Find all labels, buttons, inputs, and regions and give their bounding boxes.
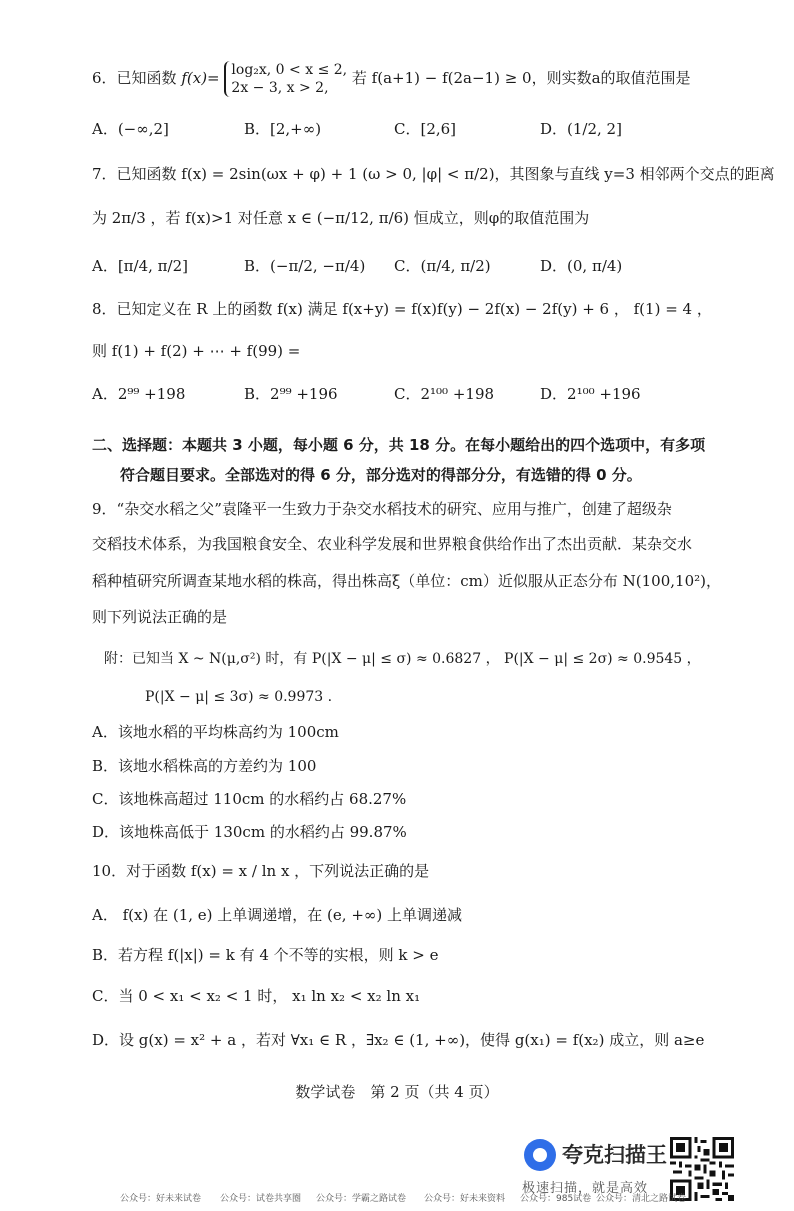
q6-stem-a: 6．已知函数 (92, 69, 177, 87)
q8-option-d: D．2¹⁰⁰ +196 (540, 385, 641, 403)
q9-option-c: C．该地株高超过 110cm 的水稻约占 68.27% (92, 790, 407, 808)
q9-line1: 9．“杂交水稻之父”袁隆平一生致力于杂交水稻技术的研究、应用与推广，创建了超级杂 (92, 500, 672, 518)
q10-option-d: D．设 g(x) = x² + a ，若对 ∀x₁ ∈ R ，∃x₂ ∈ (1, +∞)，使得 g(x₁) = f(x₂) 成立，则 a≥e (92, 1031, 705, 1049)
scanner-name: 夸克扫描王 (562, 1143, 667, 1167)
q9-line4: 则下列说法正确的是 (92, 608, 228, 626)
q7-option-c: C．(π/4, π/2) (394, 257, 491, 275)
q9-note1: 附：已知当 X ~ N(μ,σ²) 时，有 P(|X − μ| ≤ σ) ≈ 0.6827 ， P(|X − μ| ≤ 2σ) ≈ 0.9545 ， (104, 651, 701, 667)
q10-option-a: A． f(x) 在 (1, e) 上单调递增，在 (e, +∞) 上单调递减 (92, 906, 462, 924)
q6-stem (92, 61, 691, 97)
q9-option-d: D．该地株高低于 130cm 的水稻约占 99.87% (92, 823, 407, 841)
q6-stem-b: 若 f(a+1) − f(2a−1) ≥ 0，则实数a的取值范围是 (351, 69, 691, 87)
q7-option-d: D．(0, π/4) (540, 257, 623, 275)
scanner-logo-icon (524, 1139, 556, 1171)
q6-case2: 2x − 3, x > 2, (231, 80, 329, 96)
q6-option-d: D．(1/2, 2] (540, 120, 622, 138)
q9-option-a: A．该地水稻的平均株高约为 100cm (92, 723, 339, 741)
q8-line2: 则 f(1) + f(2) + ⋯ + f(99) = (92, 342, 301, 360)
q10-option-c: C．当 0 < x₁ < x₂ < 1 时， x₁ ln x₂ < x₂ ln x₁ (92, 987, 421, 1005)
q9-line2: 交稻技术体系，为我国粮食安全、农业科学发展和世界粮食供给作出了杰出贡献．某杂交水 (92, 535, 693, 553)
section2-line1: 二、选择题：本题共 3 小题，每小题 6 分，共 18 分。在每小题给出的四个选项中，有多项 (92, 436, 706, 454)
q6-case1: log₂x, 0 < x ≤ 2, (231, 62, 348, 78)
q6-option-c: C．[2,6] (394, 120, 457, 138)
watermark-2: 公众号：试卷共享圈 (220, 1194, 302, 1204)
q6-func: f(x)= (181, 69, 220, 87)
watermark-4: 公众号：好未来资料 (424, 1194, 506, 1204)
watermark-3: 公众号：学霸之路试卷 (316, 1194, 407, 1204)
q6-option-a: A．(−∞,2] (92, 120, 169, 138)
watermark-5: 公众号：985试卷 (520, 1194, 592, 1204)
q8-option-c: C．2¹⁰⁰ +198 (394, 385, 495, 403)
q9-note2: P(|X − μ| ≤ 3σ) ≈ 0.9973 . (145, 689, 333, 705)
q7-line2: 为 2π/3 ，若 f(x)>1 对任意 x ∈ (−π/12, π/6) 恒成立，则φ的取值范围为 (92, 209, 590, 227)
scanner-logo (520, 1135, 670, 1195)
watermark-1: 公众号：好未来试卷 (120, 1194, 202, 1204)
q7-line1: 7．已知函数 f(x) = 2sin(ωx + φ) + 1 (ω > 0, |φ| < π/2)，其图象与直线 y=3 相邻两个交点的距离 (92, 165, 775, 183)
q10-line1: 10．对于函数 f(x) = x / ln x ，下列说法正确的是 (92, 862, 430, 880)
section2-line2: 符合题目要求。全部选对的得 6 分，部分选对的得部分分，有选错的得 0 分。 (120, 466, 642, 484)
q8-line1: 8．已知定义在 R 上的函数 f(x) 满足 f(x+y) = f(x)f(y) − 2f(x) − 2f(y) + 6 ， f(1) = 4 ， (92, 300, 712, 318)
q8-option-a: A．2⁹⁹ +198 (92, 385, 186, 403)
q7-option-b: B．(−π/2, −π/4) (244, 257, 366, 275)
scanner-slogan: 极速扫描，就是高效 (522, 1181, 649, 1196)
watermark-6: 公众号：清北之路试卷 (596, 1194, 687, 1204)
q9-option-b: B．该地水稻株高的方差约为 100 (92, 757, 317, 775)
q8-option-b: B．2⁹⁹ +196 (244, 385, 338, 403)
q10-option-b: B．若方程 f(|x|) = k 有 4 个不等的实根，则 k > e (92, 946, 439, 964)
q6-cases (224, 61, 347, 97)
q7-option-a: A．[π/4, π/2] (92, 257, 188, 275)
page-footer: 数学试卷 第 2 页（共 4 页） (295, 1083, 499, 1101)
q6-option-b: B．[2,+∞) (244, 120, 322, 138)
q9-line3: 稻种植研究所调查某地水稻的株高，得出株高ξ（单位：cm）近似服从正态分布 N(100,10²)， (92, 572, 721, 590)
